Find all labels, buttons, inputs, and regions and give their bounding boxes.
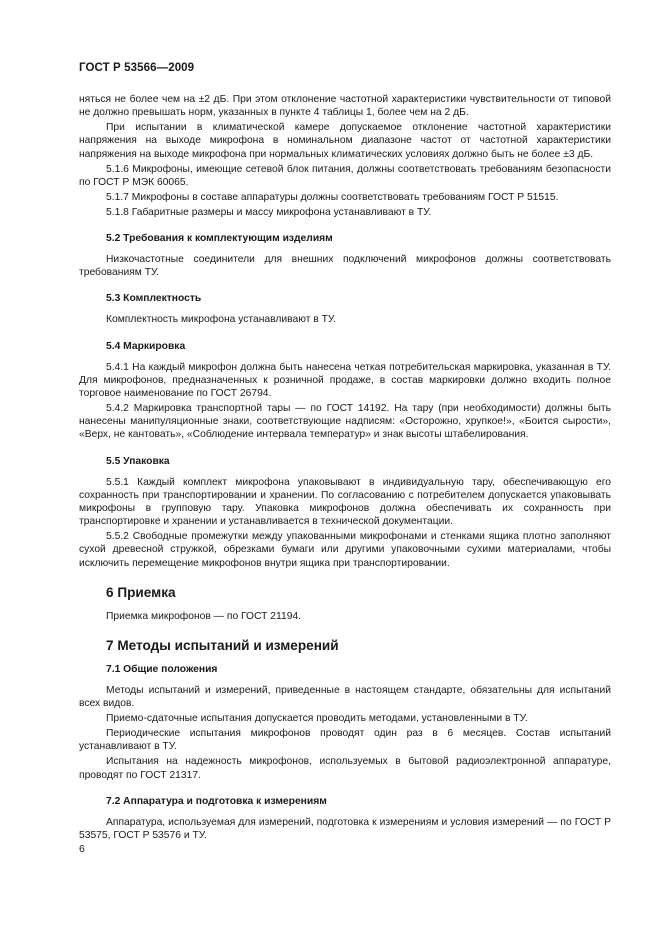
paragraph: Методы испытаний и измерений, приведенные в настоящем стандарте, обязательны для испытаний всех видов. (79, 685, 611, 710)
section-heading-7-2: 7.2 Аппаратура и подготовка к измерениям (106, 795, 327, 807)
paragraph: Приемка микрофонов — по ГОСТ 21194. (106, 610, 302, 622)
paragraph: Приемо-сдаточные испытания допускается проводить методами, установленными в ТУ. (106, 713, 528, 725)
paragraph: Аппаратура, используемая для измерений, подготовка к измерениям и условия измерений — по ГОСТ Р 53575, ГОСТ Р 53576 и ТУ. (79, 816, 611, 842)
paragraph: Низкочастотные соединители для внешних подключений микрофонов должны соответствовать требованиям ТУ. (79, 254, 611, 279)
section-heading-5-5: 5.5 Упаковка (106, 455, 170, 467)
document-header: ГОСТ Р 53566—2009 (79, 62, 195, 74)
paragraph-5-1-8: 5.1.8 Габаритные размеры и массу микрофона устанавливают в ТУ. (106, 206, 432, 218)
paragraph-5-5-2: 5.5.2 Свободные промежутки между упакованными микрофонами и стенками ящика плотно заполняют сухой древесной стружкой, обрезками бумаги или другими упаковочными сухими материалами, чтобы исключить перемещение микрофонов внутри ящика при транспортировании. (79, 531, 611, 569)
section-heading-5-4: 5.4 Маркировка (106, 340, 186, 352)
paragraph: При испытании в климатической камере допускаемое отклонение частотной характеристики напряжения на выходе микрофона в номинальном диапазоне частот от частотной характеристики напряжения на выходе микрофона при нормальных климатических условиях должно быть не более ±3 дБ. (79, 122, 611, 160)
paragraph: няться не более чем на ±2 дБ. При этом отклонение частотной характеристики чувствительности от типовой не должно превышать норм, указанных в пункте 4 таблицы 1, более чем на 2 дБ. (79, 94, 611, 119)
section-heading-5-2: 5.2 Требования к комплектующим изделиям (106, 233, 333, 245)
page-number: 6 (79, 843, 85, 855)
chapter-heading-6: 6 Приемка (106, 584, 176, 600)
paragraph: Комплектность микрофона устанавливают в ТУ. (106, 314, 336, 326)
paragraph-5-4-1: 5.4.1 На каждый микрофон должна быть нанесена четкая потребительская маркировка, указанная в ТУ. Для микрофонов, предназначенных к розничной продаже, в состав маркировки должно входить полное торговое наименование по ГОСТ 26794. (79, 361, 611, 400)
section-heading-5-3: 5.3 Комплектность (106, 293, 202, 305)
document-body (79, 93, 611, 842)
paragraph-5-1-7: 5.1.7 Микрофоны в составе аппаратуры должны соответствовать требованиям ГОСТ Р 51515. (106, 191, 559, 203)
section-heading-7-1: 7.1 Общие положения (106, 664, 218, 676)
paragraph: Периодические испытания микрофонов проводят один раз в 6 месяцев. Состав испытаний устанавливают в ТУ. (79, 728, 611, 753)
paragraph-5-4-2: 5.4.2 Маркировка транспортной тары — по ГОСТ 14192. На тару (при необходимости) должны быть нанесены манипуляционные знаки, соответствующие надписям: «Осторожно, хрупкое!», «Боится сырости», «Верх, не кантовать», «Соблюдение интервала температур» и знак высоты штабелирования. (79, 403, 611, 441)
paragraph-5-1-6: 5.1.6 Микрофоны, имеющие сетевой блок питания, должны соответствовать требованиям безопасности по ГОСТ Р МЭК 60065. (79, 163, 611, 188)
paragraph: Испытания на надежность микрофонов, используемых в бытовой радиоэлектронной аппаратуре, проводят по ГОСТ 21317. (79, 756, 611, 781)
chapter-heading-7: 7 Методы испытаний и измерений (106, 638, 339, 654)
paragraph-5-5-1: 5.5.1 Каждый комплект микрофона упаковывают в индивидуальную тару, обеспечивающую его сохранность при транспортировании и хранении. По согласованию с потребителем допускается упаковывать микрофоны в групповую тару. Упаковка микрофонов должна обеспечивать их сохранность при транспортировке и хранении и устанавливается в технической документации. (79, 476, 611, 528)
